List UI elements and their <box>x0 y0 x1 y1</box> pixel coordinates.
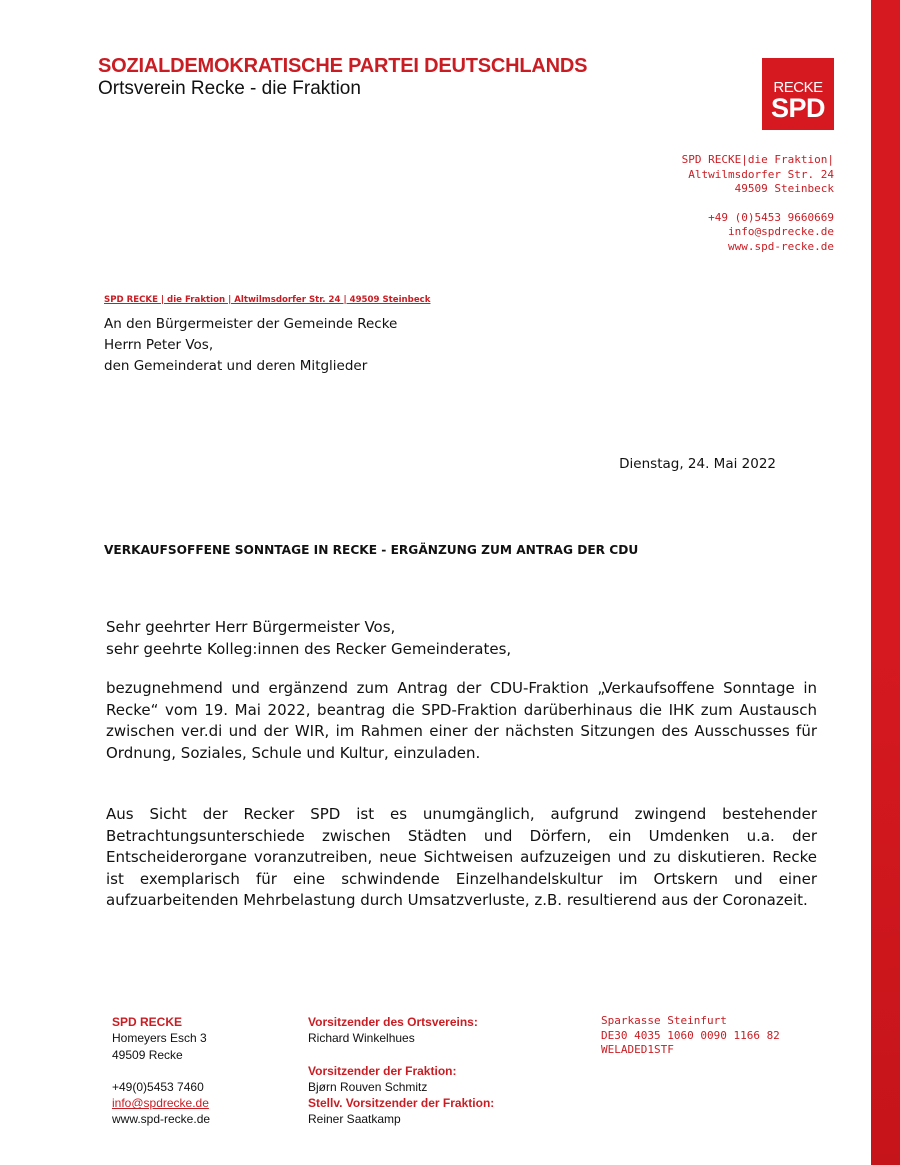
footer-org-name: SPD RECKE <box>112 1015 183 1029</box>
spd-recke-logo <box>762 58 834 130</box>
body-paragraph-2: Aus Sicht der Recker SPD ist es unumgänglich, aufgrund zwingend bestehender Betrachtungsunterschiede zwischen Städten und Dörfern, ein Umdenken u.a. der Entscheiderorgane voranzutreiben, neue Sichtweisen aufzuzeigen und zu diskutieren. Recke ist exemplarisch für eine schwindende Einzelhandelskultur im Ortskern und einer aufzuarbeitenden Mehrbelastung durch Umsatzverluste, z.B. resultierend aus der Coronazeit. <box>106 805 817 909</box>
letter-subject: VERKAUFSOFFENE SONNTAGE IN RECKE - ERGÄNZUNG ZUM ANTRAG DER CDU <box>104 543 639 557</box>
sender-line-1: SPD RECKE|die Fraktion| <box>681 153 834 166</box>
sender-email: info@spdrecke.de <box>728 225 834 238</box>
footer-name-chair-association: Richard Winkelhues <box>308 1031 415 1046</box>
footer-email-link[interactable]: info@spdrecke.de <box>112 1096 209 1111</box>
recipient-line-1: An den Bürgermeister der Gemeinde Recke <box>104 316 398 332</box>
footer-bank-name: Sparkasse Steinfurt <box>601 1014 727 1027</box>
footer-name-deputy-chair: Reiner Saatkamp <box>308 1112 401 1127</box>
footer-street: Homeyers Esch 3 <box>112 1031 207 1046</box>
recipient-line-3: den Gemeinderat und deren Mitglieder <box>104 358 368 374</box>
footer-bank-column <box>601 1014 780 1058</box>
salutation-line-1: Sehr geehrter Herr Bürgermeister Vos, <box>106 618 396 636</box>
footer-phone: +49(0)5453 7460 <box>112 1079 204 1094</box>
footer-label-chair-faction: Vorsitzender der Fraktion: <box>308 1063 457 1078</box>
sender-phone: +49 (0)5453 9660669 <box>708 210 834 224</box>
salutation <box>106 617 511 660</box>
sender-address-block <box>534 153 834 254</box>
footer-label-deputy-chair: Stellv. Vorsitzender der Fraktion: <box>308 1096 495 1111</box>
footer-web: www.spd-recke.de <box>112 1112 211 1127</box>
logo-top-text: RECKE <box>773 79 823 96</box>
recipient-block <box>104 314 397 377</box>
footer-label-chair-association: Vorsitzender des Ortsvereins: <box>308 1015 478 1029</box>
footer-address-column <box>112 1014 210 1128</box>
footer-name-chair-faction: Bjørn Rouven Schmitz <box>308 1079 428 1094</box>
side-red-bar <box>871 0 900 1165</box>
footer-board-column <box>308 1014 494 1128</box>
sender-city: 49509 Steinbeck <box>734 182 834 195</box>
salutation-line-2: sehr geehrte Kolleg:innen des Recker Gemeinderates, <box>106 639 512 658</box>
logo-bottom-text: SPD <box>770 93 826 123</box>
local-association-title: Ortsverein Recke - die Fraktion <box>98 78 361 99</box>
body-paragraph-1: bezugnehmend und ergänzend zum Antrag der CDU-Fraktion „Verkaufsoffene Sonntage in Recke“ vom 19. Mai 2022, beantrag die SPD-Fraktion darüberhinaus die IHK zum Austausch zwischen ver.di und der WIR, im Rahmen einer der nächsten Sitzungen des Ausschusses für Ordnung, Soziales, Schule und Kultur, einzuladen. <box>106 679 817 762</box>
party-name: SOZIALDEMOKRATISCHE PARTEI DEUTSCHLANDS <box>98 55 588 77</box>
footer-city: 49509 Recke <box>112 1047 183 1062</box>
return-address-line: SPD RECKE | die Fraktion | Altwilmsdorfer Str. 24 | 49509 Steinbeck <box>104 295 431 305</box>
footer-iban: DE30 4035 1060 0090 1166 82 <box>601 1028 780 1042</box>
sender-web: www.spd-recke.de <box>728 239 834 253</box>
letter-date: Dienstag, 24. Mai 2022 <box>619 456 776 472</box>
sender-street: Altwilmsdorfer Str. 24 <box>688 167 834 181</box>
recipient-line-2: Herrn Peter Vos, <box>104 337 214 353</box>
footer-bic: WELADED1STF <box>601 1043 674 1056</box>
